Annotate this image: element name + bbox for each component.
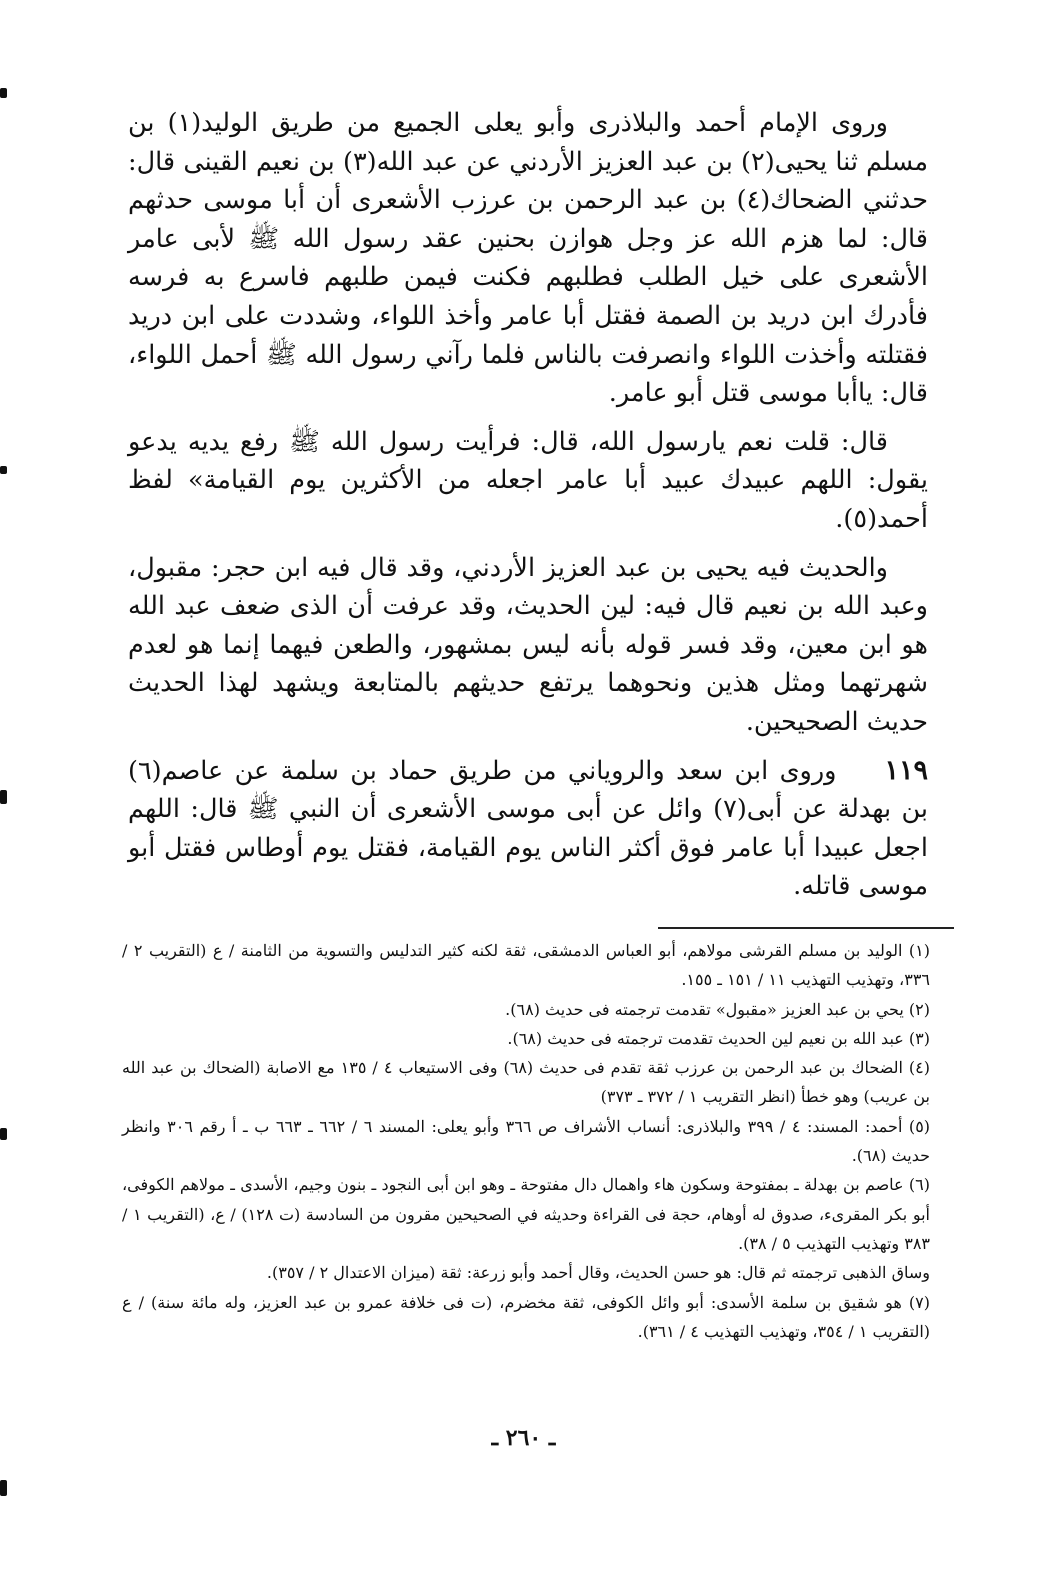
footnote: (٢) يحي بن عبد العزيز «مقبول» تقدمت ترجمته فى حديث (٦٨). <box>505 999 930 1019</box>
footnote: (٤) الضحاك بن عبد الرحمن بن عرزب ثقة تقدم فى حديث (٦٨) وفى الاستيعاب ٤ / ١٣٥ مع الاصابة (الضحاك بن عبد الله بن عريب) وهو خطأ (انظر التقريب ١ / ٣٧٢ ـ ٣٧٣) <box>122 1058 931 1107</box>
margin-mark <box>0 1128 7 1140</box>
hadith-text: وروى ابن سعد والروياني من طريق حماد بن سلمة عن عاصم(٦) بن بهدلة عن أبى(٧) وائل عن أبى موسى الأشعرى أن النبي ﷺ قال: اللهم اجعل عبيدا أبا عامر فوق أكثر الناس يوم القيامة، فقتل يوم أوطاس فقتل أبو موسى قاتله. <box>128 755 928 902</box>
margin-mark <box>0 790 7 804</box>
footnote: (١) الوليد بن مسلم القرشى مولاهم، أبو العباس الدمشقى، ثقة لكنه كثير التدليس والتسوية من الثامنة / ع (التقريب ٢ / ٣٣٦، وتهذيب التهذيب ١١ / ١٥١ ـ ١٥٥. <box>122 941 931 990</box>
footnote: (٧) هو شقيق بن سلمة الأسدى: أبو وائل الكوفى، ثقة مخضرم، (ت فى خلافة عمرو بن عبد العزيز، وله مائة سنة) / ع (التقريب ١ / ٣٥٤، وتهذيب التهذيب ٤ / ٣٦١). <box>122 1292 930 1341</box>
margin-mark <box>0 466 7 474</box>
margin-mark <box>0 1480 7 1496</box>
paragraph: والحديث فيه يحيى بن عبد العزيز الأردني، وقد قال فيه ابن حجر: مقبول، وعبد الله بن نعيم قال فيه: لين الحديث، وقد عرفت أن الذى ضعف عبد الله هو ابن معين، وقد فسر قوله بأنه ليس بمشهور، والطعن فيهما إنما هو لعدم شهرتهما ومثل هذين ونحوهما يرتفع حديثهم بالمتابعة ويشهد لهذا الحديث حديث الصحيحين. <box>128 552 928 737</box>
footnotes <box>122 936 930 1346</box>
page-number: ـ ٢٦٠ ـ <box>491 1425 556 1451</box>
paragraph: قال: قلت نعم يارسول الله، قال: فرأيت رسول الله ﷺ رفع يديه يدعو يقول: اللهم عبيدك عبيد أبا عامر اجعله من الأكثرين يوم القيامة» لفظ أحمد(٥). <box>128 426 928 534</box>
footnote: (٥) أحمد: المسند: ٤ / ٣٩٩ والبلاذرى: أنساب الأشراف ص ٣٦٦ وأبو يعلى: المسند ٦ / ٦٦٢ ـ ٦٦٣ ب ـ أ رقم ٣٠٦ وانظر حديث (٦٨). <box>122 1116 931 1166</box>
hadith-number: ١١٩ <box>884 754 928 786</box>
footnote: (٣) عبد الله بن نعيم لين الحديث تقدمت ترجمته فى حديث (٦٨). <box>507 1028 930 1048</box>
footnote: وساق الذهبى ترجمته ثم قال: هو حسن الحديث، وقال أحمد وأبو زرعة: ثقة (ميزان الاعتدال ٢ / ٣٥٧). <box>266 1263 930 1283</box>
margin-mark <box>0 88 7 98</box>
footnote-divider <box>658 927 954 929</box>
paragraph: وروى الإمام أحمد والبلاذرى وأبو يعلى الجميع من طريق الوليد(١) بن مسلم ثنا يحيى(٢) بن عبد العزيز الأردني عن عبد الله(٣) بن نعيم القينى قال: حدثني الضحاك(٤) بن عبد الرحمن بن عرزب الأشعرى أن أبا موسى حدثهم قال: لما هزم الله عز وجل هوازن بحنين عقد رسول الله ﷺ لأبى عامر الأشعرى على خيل الطلب فطلبهم فكنت فيمن طلبهم فاسرع به فرسه فأدرك ابن دريد بن الصمة فقتل أبا عامر وأخذ اللواء، وشددت على ابن دريد فقتلته وأخذت اللواء وانصرفت بالناس فلما رآني رسول الله ﷺ أحمل اللواء، قال: ياأبا موسى قتل أبو عامر. <box>128 108 929 409</box>
footnote: (٦) عاصم بن بهدلة ـ بمفتوحة وسكون هاء واهمال دال مفتوحة ـ وهو ابن أبى النجود ـ بنون وجيم، الأسدى ـ مولاهم الكوفى، أبو بكر المقرىء، صدوق له أوهام، حجة فى القراءة وحديثه في الصحيحين مقرون من السادسة (ت ١٢٨) / ع، (التقريب ١ / ٣٨٣ وتهذيب التهذيب ٥ / ٣٨). <box>122 1175 930 1253</box>
main-text <box>128 104 928 916</box>
hadith-paragraph <box>128 752 928 906</box>
